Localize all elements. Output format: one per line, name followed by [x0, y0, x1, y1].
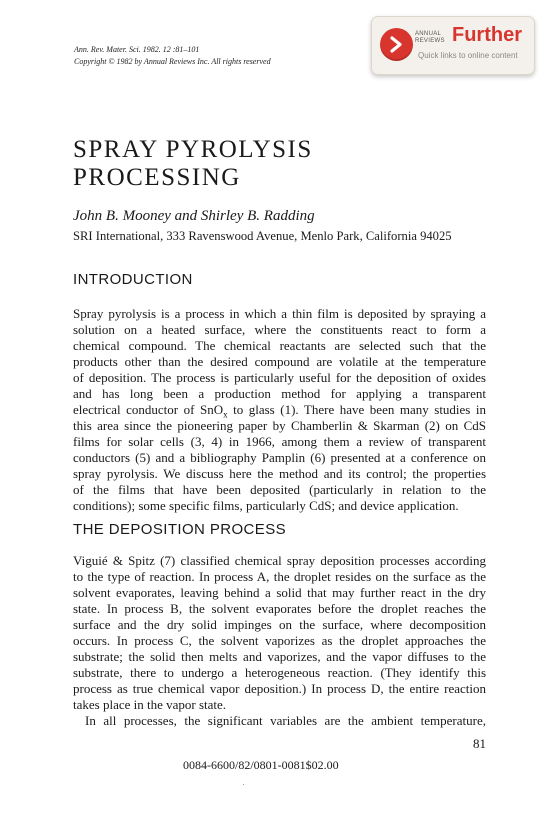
text-line: substrate; the solid then melts and vaporizes, and the vapor diffuses to the — [73, 649, 486, 664]
footer-code: 0084-6600/82/0801-0081$02.00 — [183, 758, 339, 772]
text-line: this area since the pioneering paper by Chamberlin & Skarman (2) on CdS — [73, 418, 486, 433]
text-line: state. In process B, the solvent evaporates before the droplet reaches the — [73, 601, 486, 616]
article-title — [73, 136, 313, 192]
copyright-notice: Copyright © 1982 by Annual Reviews Inc. All rights reserved — [74, 57, 271, 66]
text-line: and has long been a production method for applying a transparent — [73, 386, 486, 401]
text-line: solvent evaporates, leaving behind a solid that may further react in the dry — [73, 585, 486, 600]
subscript-x: x — [223, 409, 228, 420]
text-line: process as true chemical vapor deposition.) In process D, the entire reaction — [73, 681, 486, 696]
authors: John B. Mooney and Shirley B. Radding — [73, 208, 315, 224]
affiliation: SRI International, 333 Ravenswood Avenue, Menlo Park, California 94025 — [73, 229, 452, 243]
text-line: Viguié & Spitz (7) classified chemical spray deposition processes according — [73, 553, 486, 568]
page-number: 81 — [473, 736, 486, 751]
text-line: to the type of reaction. In process A, the droplet resides on the surface as the — [73, 569, 486, 584]
title-line: PROCESSING — [73, 164, 241, 191]
further-badge-button[interactable] — [371, 16, 535, 75]
text-line: of the films that have been deposited (particularly in relation to the — [73, 482, 486, 497]
text-line: chemical compound. The chemical reactants are selected such that the — [73, 338, 486, 353]
text-line: In all processes, the significant variables are the ambient temperature, — [85, 713, 486, 728]
text-line: products other than the desired compound are volatile at the temperature — [73, 354, 486, 369]
text-line: solution on a heated surface, where the constituents react to form a — [73, 322, 486, 337]
deposition-paragraph — [73, 553, 486, 729]
text-line: electrical conductor of SnO$_x$ to glass (1). There have been many studies in — [73, 402, 486, 420]
text-line: takes place in the vapor state. — [73, 697, 227, 712]
section-heading-introduction: INTRODUCTION — [73, 271, 193, 288]
text-line: of deposition. The process is particularly useful for the deposition of oxides — [73, 370, 486, 385]
text-line: surface and the dry solid impinges on the surface, where decomposition — [73, 617, 486, 632]
text-line: occurs. In process C, the solvent vaporizes as the droplet approaches the — [73, 633, 486, 648]
text-line: films for solar cells (3, 4) in 1966, among them a review of transparent — [73, 434, 486, 449]
scan-speck — [243, 784, 244, 785]
further-logo-icon — [380, 28, 413, 61]
further-subtitle: Quick links to online content — [418, 51, 518, 60]
text-line: Spray pyrolysis is a process in which a thin film is deposited by spraying a — [73, 306, 486, 321]
section-heading-deposition: THE DEPOSITION PROCESS — [73, 521, 286, 538]
title-line: SPRAY PYROLYSIS — [73, 136, 313, 163]
journal-reference — [74, 44, 271, 68]
annual-reviews-label: ANNUAL REVIEWS — [415, 31, 445, 44]
further-label: Further — [452, 24, 522, 46]
text-line: conditions); some specific films, particularly CdS; and device application. — [73, 498, 459, 513]
text-line: conductors (5) and a bibliography Pamplin (6) presented at a conference on — [73, 450, 486, 465]
journal-citation: Ann. Rev. Mater. Sci. 1982. 12 :81–101 — [74, 45, 200, 54]
introduction-paragraph — [73, 306, 486, 514]
text-line: substrate, there to undergo a heterogeneous reaction. (They identify this — [73, 665, 486, 680]
text-line: spray pyrolysis. We discuss here the method and its control; the properties — [73, 466, 486, 481]
